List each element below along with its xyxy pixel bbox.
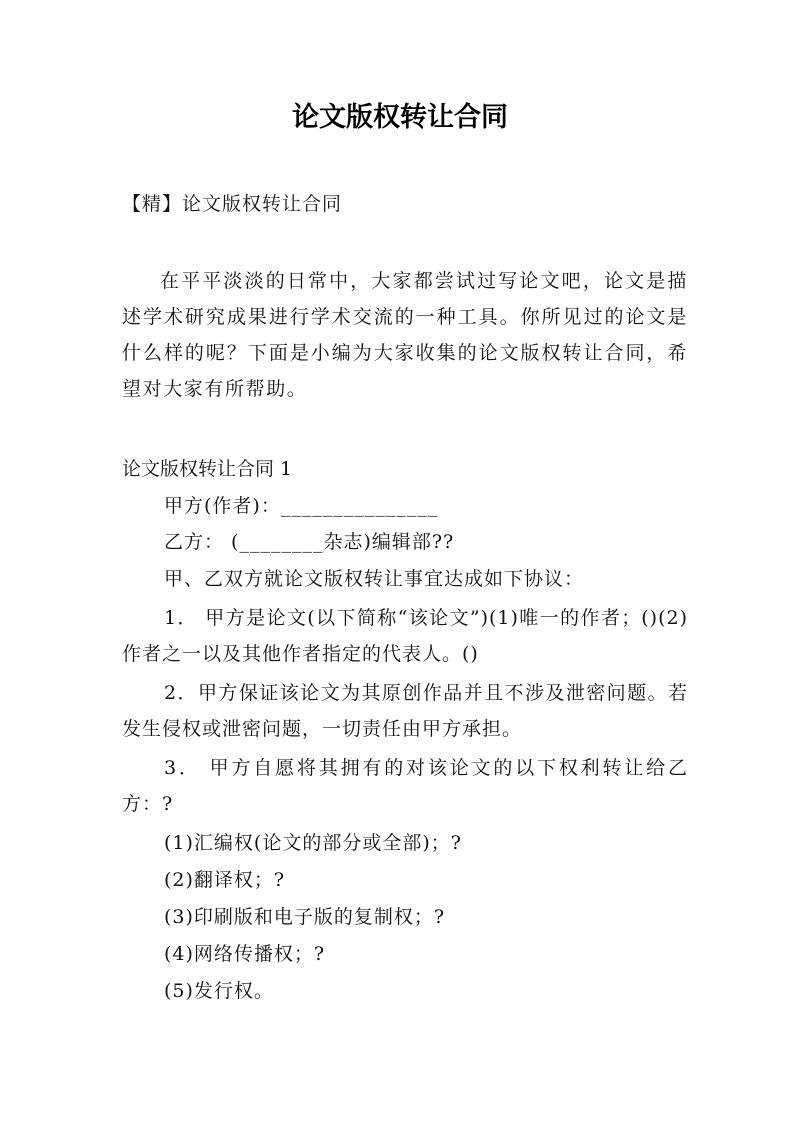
right-item: (4)网络传播权；? — [164, 943, 326, 965]
clause-3: 3． 甲方自愿将其拥有的对该论文的以下权利转让给乙方：? — [122, 757, 688, 815]
party-b-line: 乙方： (________杂志)编辑部?? — [164, 531, 455, 553]
document-title: 论文版权转让合同 — [292, 102, 508, 133]
agreement-intro: 甲、乙双方就论文版权转让事宜达成如下协议： — [164, 568, 585, 590]
right-item: (2)翻译权；? — [164, 869, 286, 891]
clause-1: 1． 甲方是论文(以下简称“该论文”)(1)唯一的作者；()(2)作者之一以及其他作者指定的代表人。() — [122, 607, 688, 665]
right-item: (5)发行权。 — [164, 980, 274, 1002]
clause-2: 2．甲方保证该论文为其原创作品并且不涉及泄密问题。若发生侵权或泄密问题，一切责任由甲方承担。 — [122, 682, 688, 740]
contract-heading: 论文版权转让合同 1 — [122, 458, 293, 480]
party-a-line: 甲方(作者)：_______________ — [164, 495, 439, 517]
document-subtitle: 【精】论文版权转让合同 — [122, 193, 343, 215]
right-item: (1)汇编权(论文的部分或全部)；? — [164, 832, 462, 854]
right-item: (3)印刷版和电子版的复制权；? — [164, 906, 446, 928]
intro-paragraph: 在平平淡淡的日常中，大家都尝试过写论文吧，论文是描述学术研究成果进行学术交流的一种工具。你所见过的论文是什么样的呢？下面是小编为大家收集的论文版权转让合同，希望对大家有所帮助。 — [122, 270, 688, 400]
